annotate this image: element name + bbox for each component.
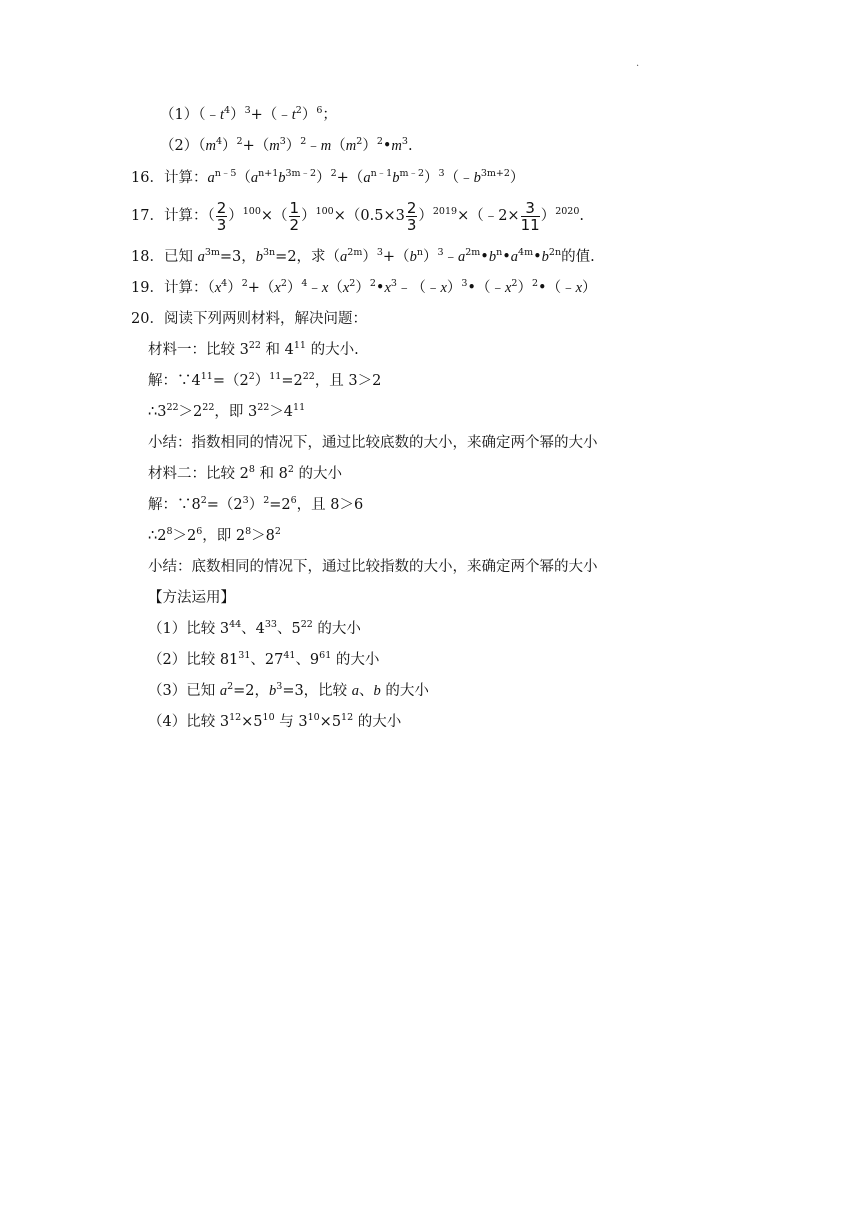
question-19: 19．计算：$(x^4)^2+(x^2)^4﹣x(x^2)^2•x^3﹣(﹣x)^3•(﹣x^2)^2•(﹣x)$ bbox=[131, 278, 597, 296]
summary-1: 小结：指数相同的情况下，通过比较底数的大小，来确定两个幂的大小 bbox=[148, 435, 598, 451]
question-16: 16．计算：$a^{n﹣5}(a^{n+1}b^{3m﹣2})^2+(a^{n﹣1}b^{m﹣2})^3(﹣b^{3m+2})$ bbox=[131, 168, 525, 186]
subquestion-1: $(1)(﹣t^4)^3+(﹣t^2)^6$； bbox=[160, 105, 337, 123]
solution-1: 解：$\because 4^{11}=(2^2)^{11}=2^{22}$，且 3＞2 bbox=[148, 371, 382, 389]
solution-2: 解：$\because 8^2=(2^3)^2=2^6$，且 8＞6 bbox=[148, 495, 364, 513]
question-17: 17．计算：（ $\frac{2}{3}$ ）$^{100}$×（ $\frac{1}{2}$ ）$^{100}$×（0.5×3 $\frac{2}{3}$ ）$^{2019}$×（﹣2× $\frac{3}{11}$ ）$^{2020}$. bbox=[131, 198, 584, 234]
material-1: 材料一：比较 $3^{22}$ 和 $4^{11}$ 的大小. bbox=[148, 340, 359, 358]
method-heading: 【方法运用】 bbox=[148, 590, 235, 606]
fraction-2-3-mixed: $\frac{2}{3}$ bbox=[406, 198, 417, 234]
fraction-1-2: $\frac{1}{2}$ bbox=[289, 198, 300, 234]
practice-1: （1）比较 $3^{44}$、$4^{33}$、$5^{22}$ 的大小 bbox=[148, 619, 361, 637]
practice-2: （2）比较 $81^{31}$、$27^{41}$、$9^{61}$ 的大小 bbox=[148, 650, 380, 668]
practice-4: （4）比较 $3^{12}\times 5^{10}$ 与 $3^{10}\times 5^{12}$ 的大小 bbox=[148, 712, 402, 730]
practice-3: （3）已知 $a^2=2$，$b^3=3$，比较 a、b 的大小 bbox=[148, 681, 429, 699]
question-18: 18．已知 $a^{3m}=3$，$b^{3n}=2$，求$(a^{2m})^3+(b^n)^3﹣a^{2m}•b^n•a^{4m}•b^{2n}$的值. bbox=[131, 247, 595, 265]
fraction-2-3: $\frac{2}{3}$ bbox=[216, 198, 227, 234]
result-1: $\therefore 3^{22}>2^{22}$，即 $3^{22}>4^{11}$ bbox=[148, 402, 306, 420]
subquestion-2: $(2)(m^4)^2+(m^3)^2﹣m(m^2)^2•m^3$. bbox=[160, 136, 413, 154]
material-2: 材料二：比较 $2^8$ 和 $8^2$ 的大小 bbox=[148, 464, 342, 482]
result-2: $\therefore 2^8>2^6$，即 $2^8>8^2$ bbox=[148, 526, 281, 544]
page-mark: . bbox=[636, 58, 640, 69]
question-20: 20．阅读下列两则材料，解决问题： bbox=[131, 311, 367, 327]
fraction-3-11: $\frac{3}{11}$ bbox=[520, 198, 540, 234]
summary-2: 小结：底数相同的情况下，通过比较指数的大小，来确定两个幂的大小 bbox=[148, 559, 598, 575]
